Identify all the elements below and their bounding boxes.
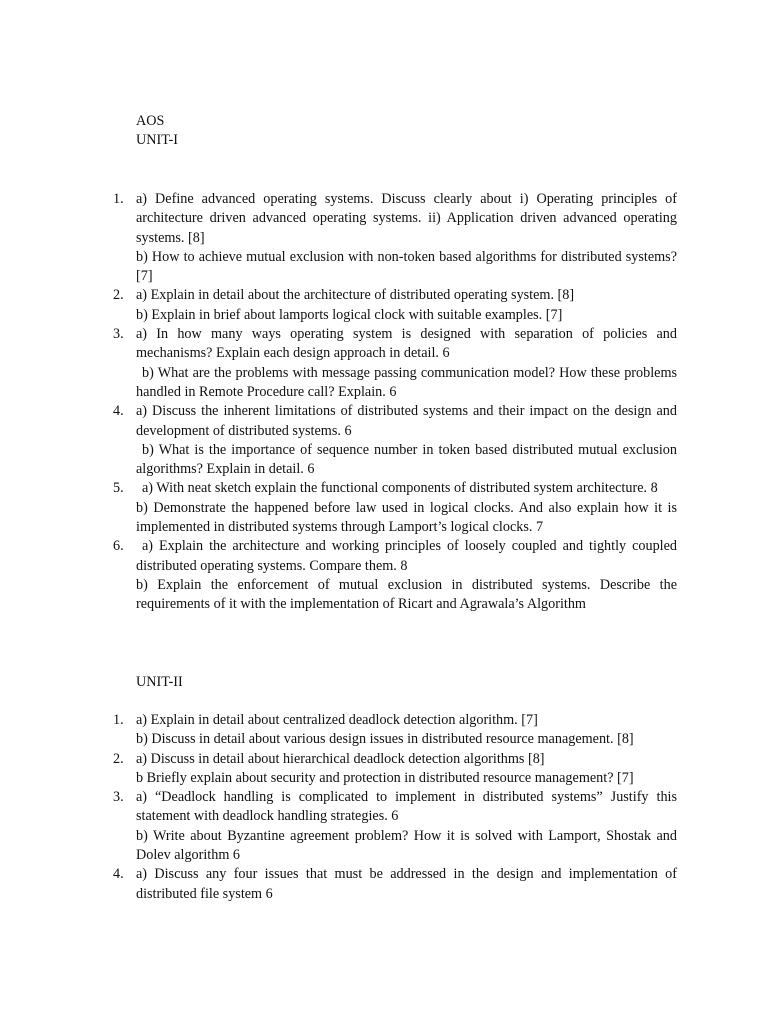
unit-2-question-list	[0, 711, 677, 904]
question-part-a: a) Define advanced operating systems. Discuss clearly about i) Operating principles of architecture driven advanced operating systems. ii) Application driven advanced operating systems. [8]	[136, 191, 677, 246]
question-number: 4.	[113, 403, 124, 420]
question-part-b: b) Demonstrate the happened before law used in logical clocks. And also explain how it is implemented in distributed systems through Lamport’s logical clocks. 7	[136, 499, 677, 536]
question-part-b: b) How to achieve mutual exclusion with non-token based algorithms for distributed systems? [7]	[136, 248, 677, 285]
question-part-a: a) “Deadlock handling is complicated to implement in distributed systems” Justify this statement with deadlock handling strategies. 6	[136, 789, 677, 825]
question-item	[0, 286, 677, 325]
question-part-b: b) Explain in brief about lamports logical clock with suitable examples. [7]	[136, 306, 563, 323]
question-number: 5.	[113, 480, 124, 497]
question-number: 1.	[113, 191, 124, 207]
question-part-b: b Briefly explain about security and protection in distributed resource management? [7]	[136, 769, 634, 786]
unit-1-title: UNIT-I	[136, 132, 179, 149]
question-item	[0, 711, 677, 750]
question-number: 2.	[113, 750, 124, 767]
question-part-a: a) With neat sketch explain the functional components of distributed system architecture. 8	[142, 480, 658, 497]
question-item	[0, 537, 677, 614]
question-part-a: a) Discuss any four issues that must be addressed in the design and implementation of distributed file system 6	[136, 866, 677, 902]
question-item	[0, 865, 677, 904]
question-part-a: a) Discuss the inherent limitations of distributed systems and their impact on the design and development of distributed systems. 6	[136, 403, 677, 439]
question-item	[0, 190, 677, 286]
question-number: 4.	[113, 866, 124, 883]
question-item	[0, 402, 677, 479]
question-part-a: a) Explain the architecture and working principles of loosely coupled and tightly coupled distributed operating systems. Compare them. 8	[136, 538, 677, 574]
question-item	[0, 750, 677, 789]
question-part-a: a) Explain in detail about the architecture of distributed operating system. [8]	[136, 287, 575, 304]
question-number: 3.	[113, 789, 124, 806]
document-header	[136, 112, 178, 151]
question-number: 6.	[113, 538, 124, 555]
question-part-b: b) Write about Byzantine agreement problem? How it is solved with Lamport, Shostak and Dolev algorithm 6	[136, 827, 677, 864]
unit-2-title: UNIT-II	[136, 674, 183, 690]
question-number: 1.	[113, 712, 124, 728]
question-part-b: b) Explain the enforcement of mutual exclusion in distributed systems. Describe the requirements of it with the implementation of Ricart and Agrawala’s Algorithm	[136, 576, 677, 613]
question-item	[0, 325, 677, 402]
question-number: 2.	[113, 287, 124, 304]
question-part-a: a) Discuss in detail about hierarchical deadlock detection algorithms [8]	[136, 750, 545, 767]
subject-title: AOS	[136, 113, 165, 129]
question-part-b: b) What are the problems with message passing communication model? How these problems handled in Remote Procedure call? Explain. 6	[136, 364, 677, 400]
question-part-b: b) What is the importance of sequence number in token based distributed mutual exclusion algorithms? Explain in detail. 6	[136, 441, 677, 478]
question-item	[0, 479, 677, 537]
question-part-b: b) Discuss in detail about various design issues in distributed resource management. [8]	[136, 731, 634, 748]
question-part-a: a) In how many ways operating system is designed with separation of policies and mechanisms? Explain each design approach in detail. 6	[136, 326, 677, 362]
question-part-a: a) Explain in detail about centralized deadlock detection algorithm. [7]	[136, 712, 538, 728]
unit-1-question-list	[0, 190, 677, 615]
question-item	[0, 788, 677, 865]
question-number: 3.	[113, 326, 124, 343]
